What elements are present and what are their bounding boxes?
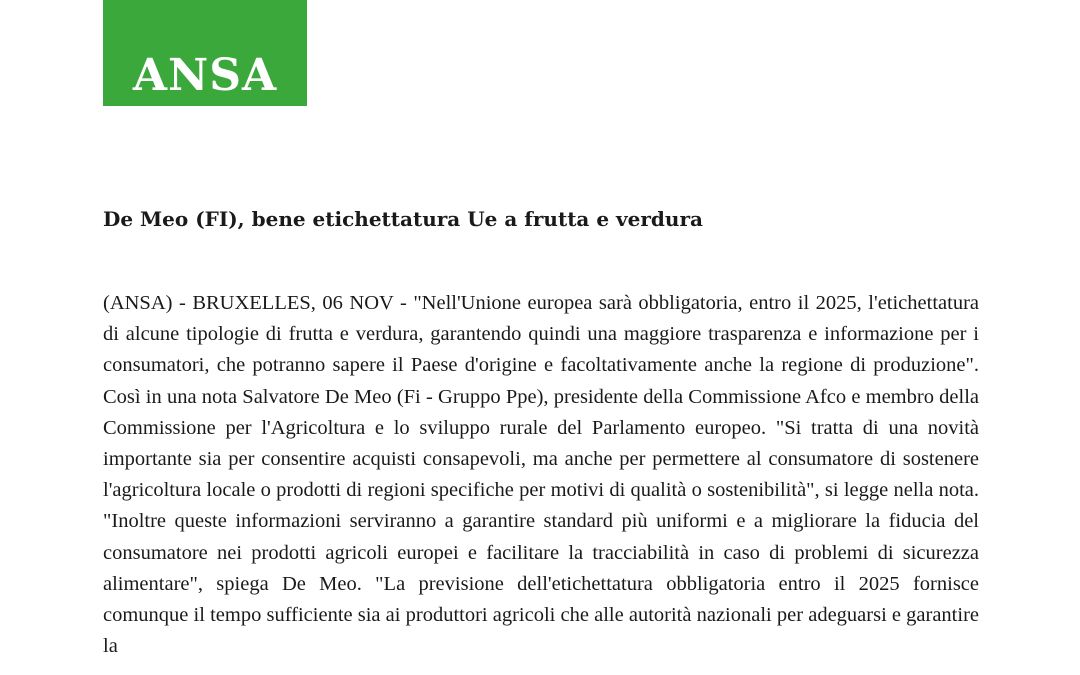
article-body: (ANSA) - BRUXELLES, 06 NOV - "Nell'Unione europea sarà obbligatoria, entro il 2025, l'etichettatura di alcune tipologie di frutta e verdura, garantendo quindi una maggiore trasparenza e informazione per i consumatori, che potranno sapere il Paese d'origine e facoltativamente anche la regione di produzione". Così in una nota Salvatore De Meo (Fi - Gruppo Ppe), presidente della Commissione Afco e membro della Commissione per l'Agricoltura e lo sviluppo rurale del Parlamento europeo. "Si tratta di una novità importante sia per consentire acquisti consapevoli, ma anche per permettere al consumatore di sostenere l'agricoltura locale o prodotti di regioni specifiche per motivi di qualità o sostenibilità", si legge nella nota. "Inoltre queste informazioni serviranno a garantire standard più uniformi e a migliorare la fiducia del consumatore nei prodotti agricoli europei e facilitare la tracciabilità in caso di problemi di sicurezza alimentare", spiega De Meo. "La previsione dell'etichettatura obbligatoria entro il 2025 fornisce comunque il tempo sufficiente sia ai produttori agricoli che alle autorità nazionali per adeguarsi e garantire la — [103, 292, 979, 658]
logo-text: ANSA — [132, 50, 278, 101]
article-headline: De Meo (FI), bene etichettatura Ue a frutta e verdura — [103, 207, 703, 231]
ansa-logo — [103, 0, 307, 106]
